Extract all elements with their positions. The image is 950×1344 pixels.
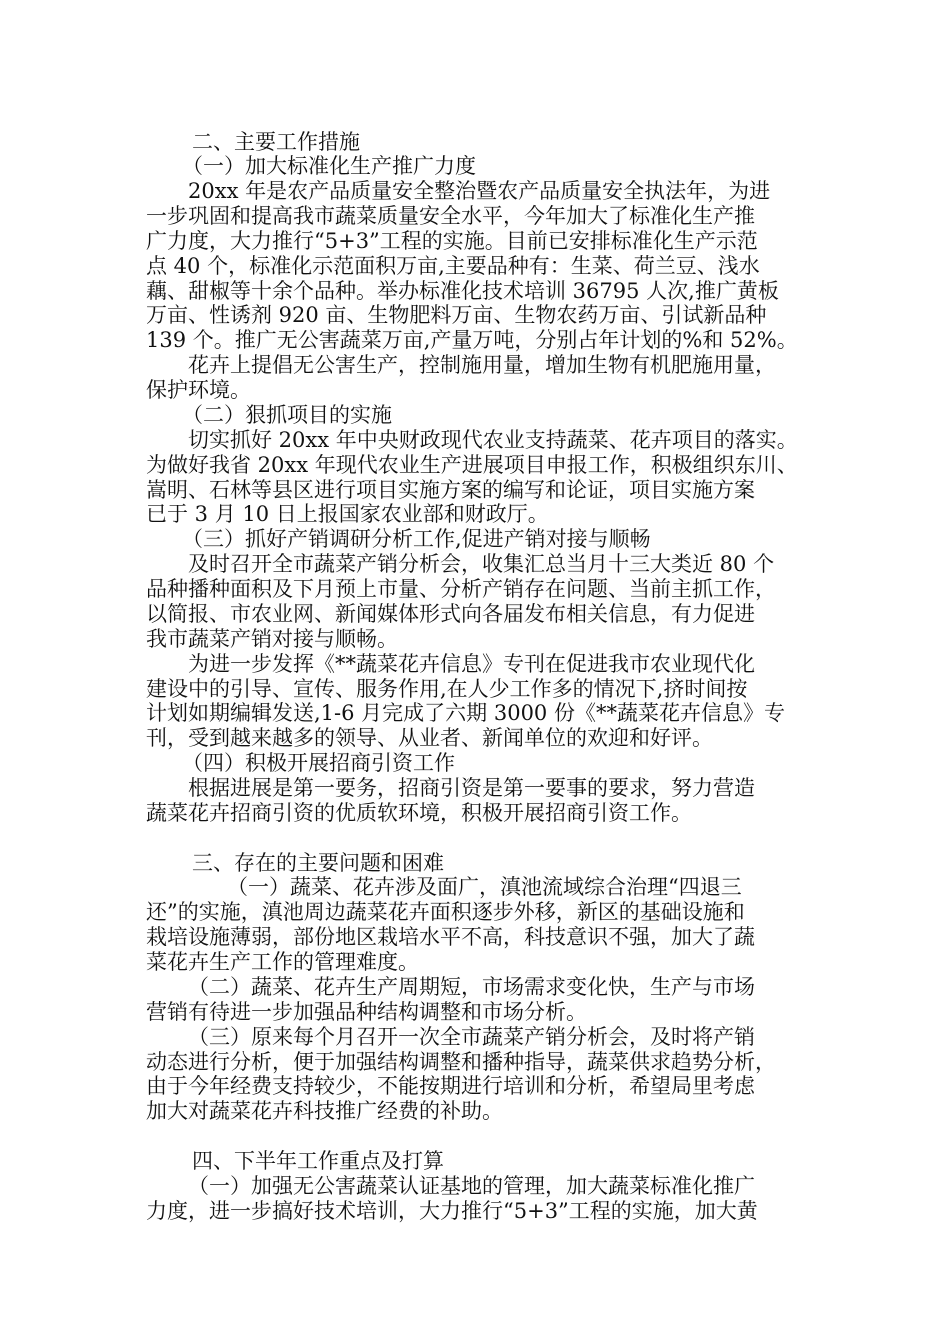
paragraph-line: （三）原来每个月召开一次全市蔬菜产销分析会，及时将产销 (188, 1025, 755, 1049)
section-heading: 二、主要工作措施 (192, 130, 360, 154)
paragraph-line: 花卉上提倡无公害生产，控制施用量，增加生物有机肥施用量， (188, 353, 776, 377)
paragraph-line: 已于 3 月 10 日上报国家农业部和财政厅。 (146, 502, 549, 526)
paragraph-line: 及时召开全市蔬菜产销分析会，收集汇总当月十三大类近 80 个 (188, 552, 775, 576)
paragraph-line: 点 40 个，标准化示范面积万亩,主要品种有：生菜、荷兰豆、浅水 (146, 254, 760, 278)
subsection-heading: （二）狠抓项目的实施 (182, 403, 392, 427)
paragraph-line: 嵩明、石林等县区进行项目实施方案的编写和论证，项目实施方案 (146, 478, 755, 502)
subsection-heading: （四）积极开展招商引资工作 (182, 751, 455, 775)
paragraph-line: 蔬菜花卉招商引资的优质软环境，积极开展招商引资工作。 (146, 801, 692, 825)
paragraph-line: 加大对蔬菜花卉科技推广经费的补助。 (146, 1099, 503, 1123)
paragraph-line: 力度，进一步搞好技术培训，大力推行“5+3”工程的实施，加大黄 (146, 1199, 758, 1223)
paragraph-line: 动态进行分析，便于加强结构调整和播种指导，蔬菜供求趋势分析， (146, 1050, 776, 1074)
paragraph-line: 139 个。推广无公害蔬菜万亩,产量万吨，分别占年计划的%和 52%。 (146, 328, 798, 352)
paragraph-line: 由于今年经费支持较少，不能按期进行培训和分析，希望局里考虑 (146, 1074, 755, 1098)
paragraph-line: （一）蔬菜、花卉涉及面广，滇池流域综合治理“四退三 (227, 875, 742, 899)
paragraph-line: （二）蔬菜、花卉生产周期短，市场需求变化快，生产与市场 (188, 975, 755, 999)
paragraph-line: 营销有待进一步加强品种结构调整和市场分析。 (146, 1000, 587, 1024)
paragraph-line: 我市蔬菜产销对接与顺畅。 (146, 627, 398, 651)
paragraph-line: 一步巩固和提高我市蔬菜质量安全水平，今年加大了标准化生产推 (146, 204, 755, 228)
section-heading: 四、下半年工作重点及打算 (192, 1149, 444, 1173)
paragraph-line: 还”的实施，滇池周边蔬菜花卉面积逐步外移，新区的基础设施和 (146, 900, 745, 924)
paragraph-line: 为做好我省 20xx 年现代农业生产进展项目申报工作，积极组织东川、 (146, 453, 798, 477)
paragraph-line: 菜花卉生产工作的管理难度。 (146, 950, 419, 974)
paragraph-line: 广力度，大力推行“5+3”工程的实施。目前已安排标准化生产示范 (146, 229, 758, 253)
paragraph-line: 切实抓好 20xx 年中央财政现代农业支持蔬菜、花卉项目的落实。 (188, 428, 798, 452)
paragraph-line: 建设中的引导、宣传、服务作用,在人少工作多的情况下,挤时间按 (146, 677, 748, 701)
paragraph-line: 以简报、市农业网、新闻媒体形式向各届发布相关信息，有力促进 (146, 602, 755, 626)
paragraph-line: 为进一步发挥《**蔬菜花卉信息》专刊在促进我市农业现代化 (188, 652, 755, 676)
paragraph-line: 计划如期编辑发送,1-6 月完成了六期 3000 份《**蔬菜花卉信息》专 (146, 701, 785, 725)
subsection-heading: （一）加大标准化生产推广力度 (182, 154, 476, 178)
paragraph-line: 栽培设施薄弱，部份地区栽培水平不高，科技意识不强，加大了蔬 (146, 925, 755, 949)
subsection-heading: （三）抓好产销调研分析工作,促进产销对接与顺畅 (182, 527, 651, 551)
paragraph-line: 品种播种面积及下月预上市量、分析产销存在问题、当前主抓工作， (146, 577, 776, 601)
paragraph-line: 20xx 年是农产品质量安全整治暨农产品质量安全执法年，为进 (188, 179, 771, 203)
paragraph-line: 万亩、性诱剂 920 亩、生物肥料万亩、生物农药万亩、引试新品种 (146, 303, 767, 327)
paragraph-line: 藕、甜椒等十余个品种。举办标准化技术培训 36795 人次,推广黄板 (146, 279, 779, 303)
paragraph-line: 保护环境。 (146, 378, 251, 402)
paragraph-line: 刊，受到越来越多的领导、从业者、新闻单位的欢迎和好评。 (146, 726, 713, 750)
paragraph-line: 根据进展是第一要务，招商引资是第一要事的要求，努力营造 (188, 776, 755, 800)
section-heading: 三、存在的主要问题和困难 (192, 851, 444, 875)
paragraph-line: （一）加强无公害蔬菜认证基地的管理，加大蔬菜标准化推广 (188, 1174, 755, 1198)
